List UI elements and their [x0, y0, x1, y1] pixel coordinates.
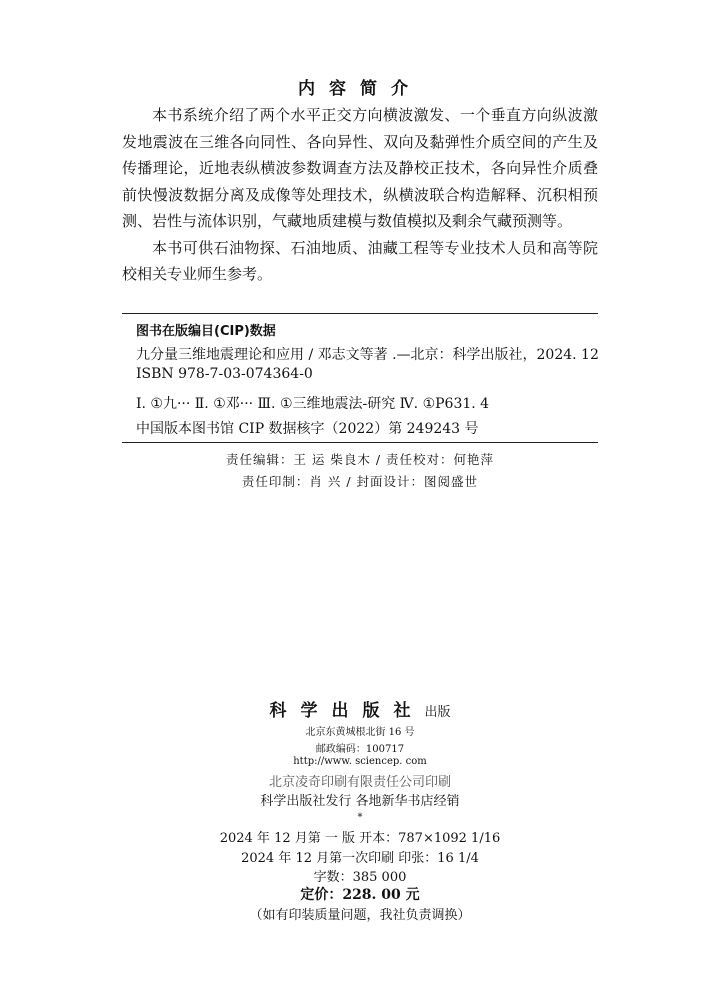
summary-paragraph-1: 本书系统介绍了两个水平正交方向横波激发、一个垂直方向纵波激发地震波在三维各向同性、各向异性、双向及黏弹性介质空间的产生及传播理论，近地表纵横波参数调查方法及静校正技术，各向异性介质叠前快慢波数据分离及成像等处理技术，纵横波联合构造解释、沉积相预测、岩性与流体识别，气藏地质建模与数值模拟及剩余气藏预测等。	[122, 106, 598, 230]
publisher-website: http://www. sciencep. com	[293, 756, 427, 767]
separator-star: *	[357, 812, 363, 823]
cip-heading: 图书在版编目(CIP)数据	[136, 324, 276, 339]
publisher-address: 北京东黄城根北街 16 号	[305, 727, 415, 738]
printer-line: 北京凌奇印刷有限责任公司印刷	[268, 775, 451, 790]
quality-notice: （如有印装质量问题，我社负责调换）	[249, 908, 471, 923]
summary-title: 内容简介	[298, 79, 422, 99]
printing-line: 2024 年 12 月第一次印刷 印张：16 1/4	[241, 851, 479, 866]
production-credits: 责任印制：肖 兴 / 封面设计：图阅盛世	[241, 474, 479, 489]
editor-credits: 责任编辑：王 运 柴良木 / 责任校对：何艳萍	[225, 452, 495, 467]
summary-body	[122, 102, 598, 288]
publisher-postcode: 邮政编码：100717	[315, 744, 405, 755]
cip-record-number: 中国版本图书馆 CIP 数据核字（2022）第 249243 号	[136, 421, 479, 437]
cip-classification: Ⅰ. ①九··· Ⅱ. ①邓··· Ⅲ. ①三维地震法-研究 Ⅳ. ①P631. 4	[136, 396, 490, 412]
publisher-suffix: 出版	[424, 705, 451, 720]
edition-line: 2024 年 12 月第 一 版 开本：787×1092 1/16	[219, 831, 501, 846]
price: 定价：228. 00 元	[300, 887, 420, 903]
cip-isbn: ISBN 978-7-03-074364-0	[136, 366, 313, 382]
cip-data-box	[122, 313, 598, 443]
summary-paragraph-2: 本书可供石油物探、石油地质、油藏工程等专业技术人员和高等院校相关专业师生参考。	[122, 238, 598, 283]
publisher-name: 科学出版社	[269, 701, 425, 721]
distribution-line: 科学出版社发行 各地新华书店经销	[260, 794, 460, 809]
word-count: 字数：385 000	[313, 870, 407, 885]
publisher-line	[0, 696, 720, 721]
cip-title-line: 九分量三维地震理论和应用 / 邓志文等著 .—北京：科学出版社，2024. 12	[136, 347, 599, 363]
